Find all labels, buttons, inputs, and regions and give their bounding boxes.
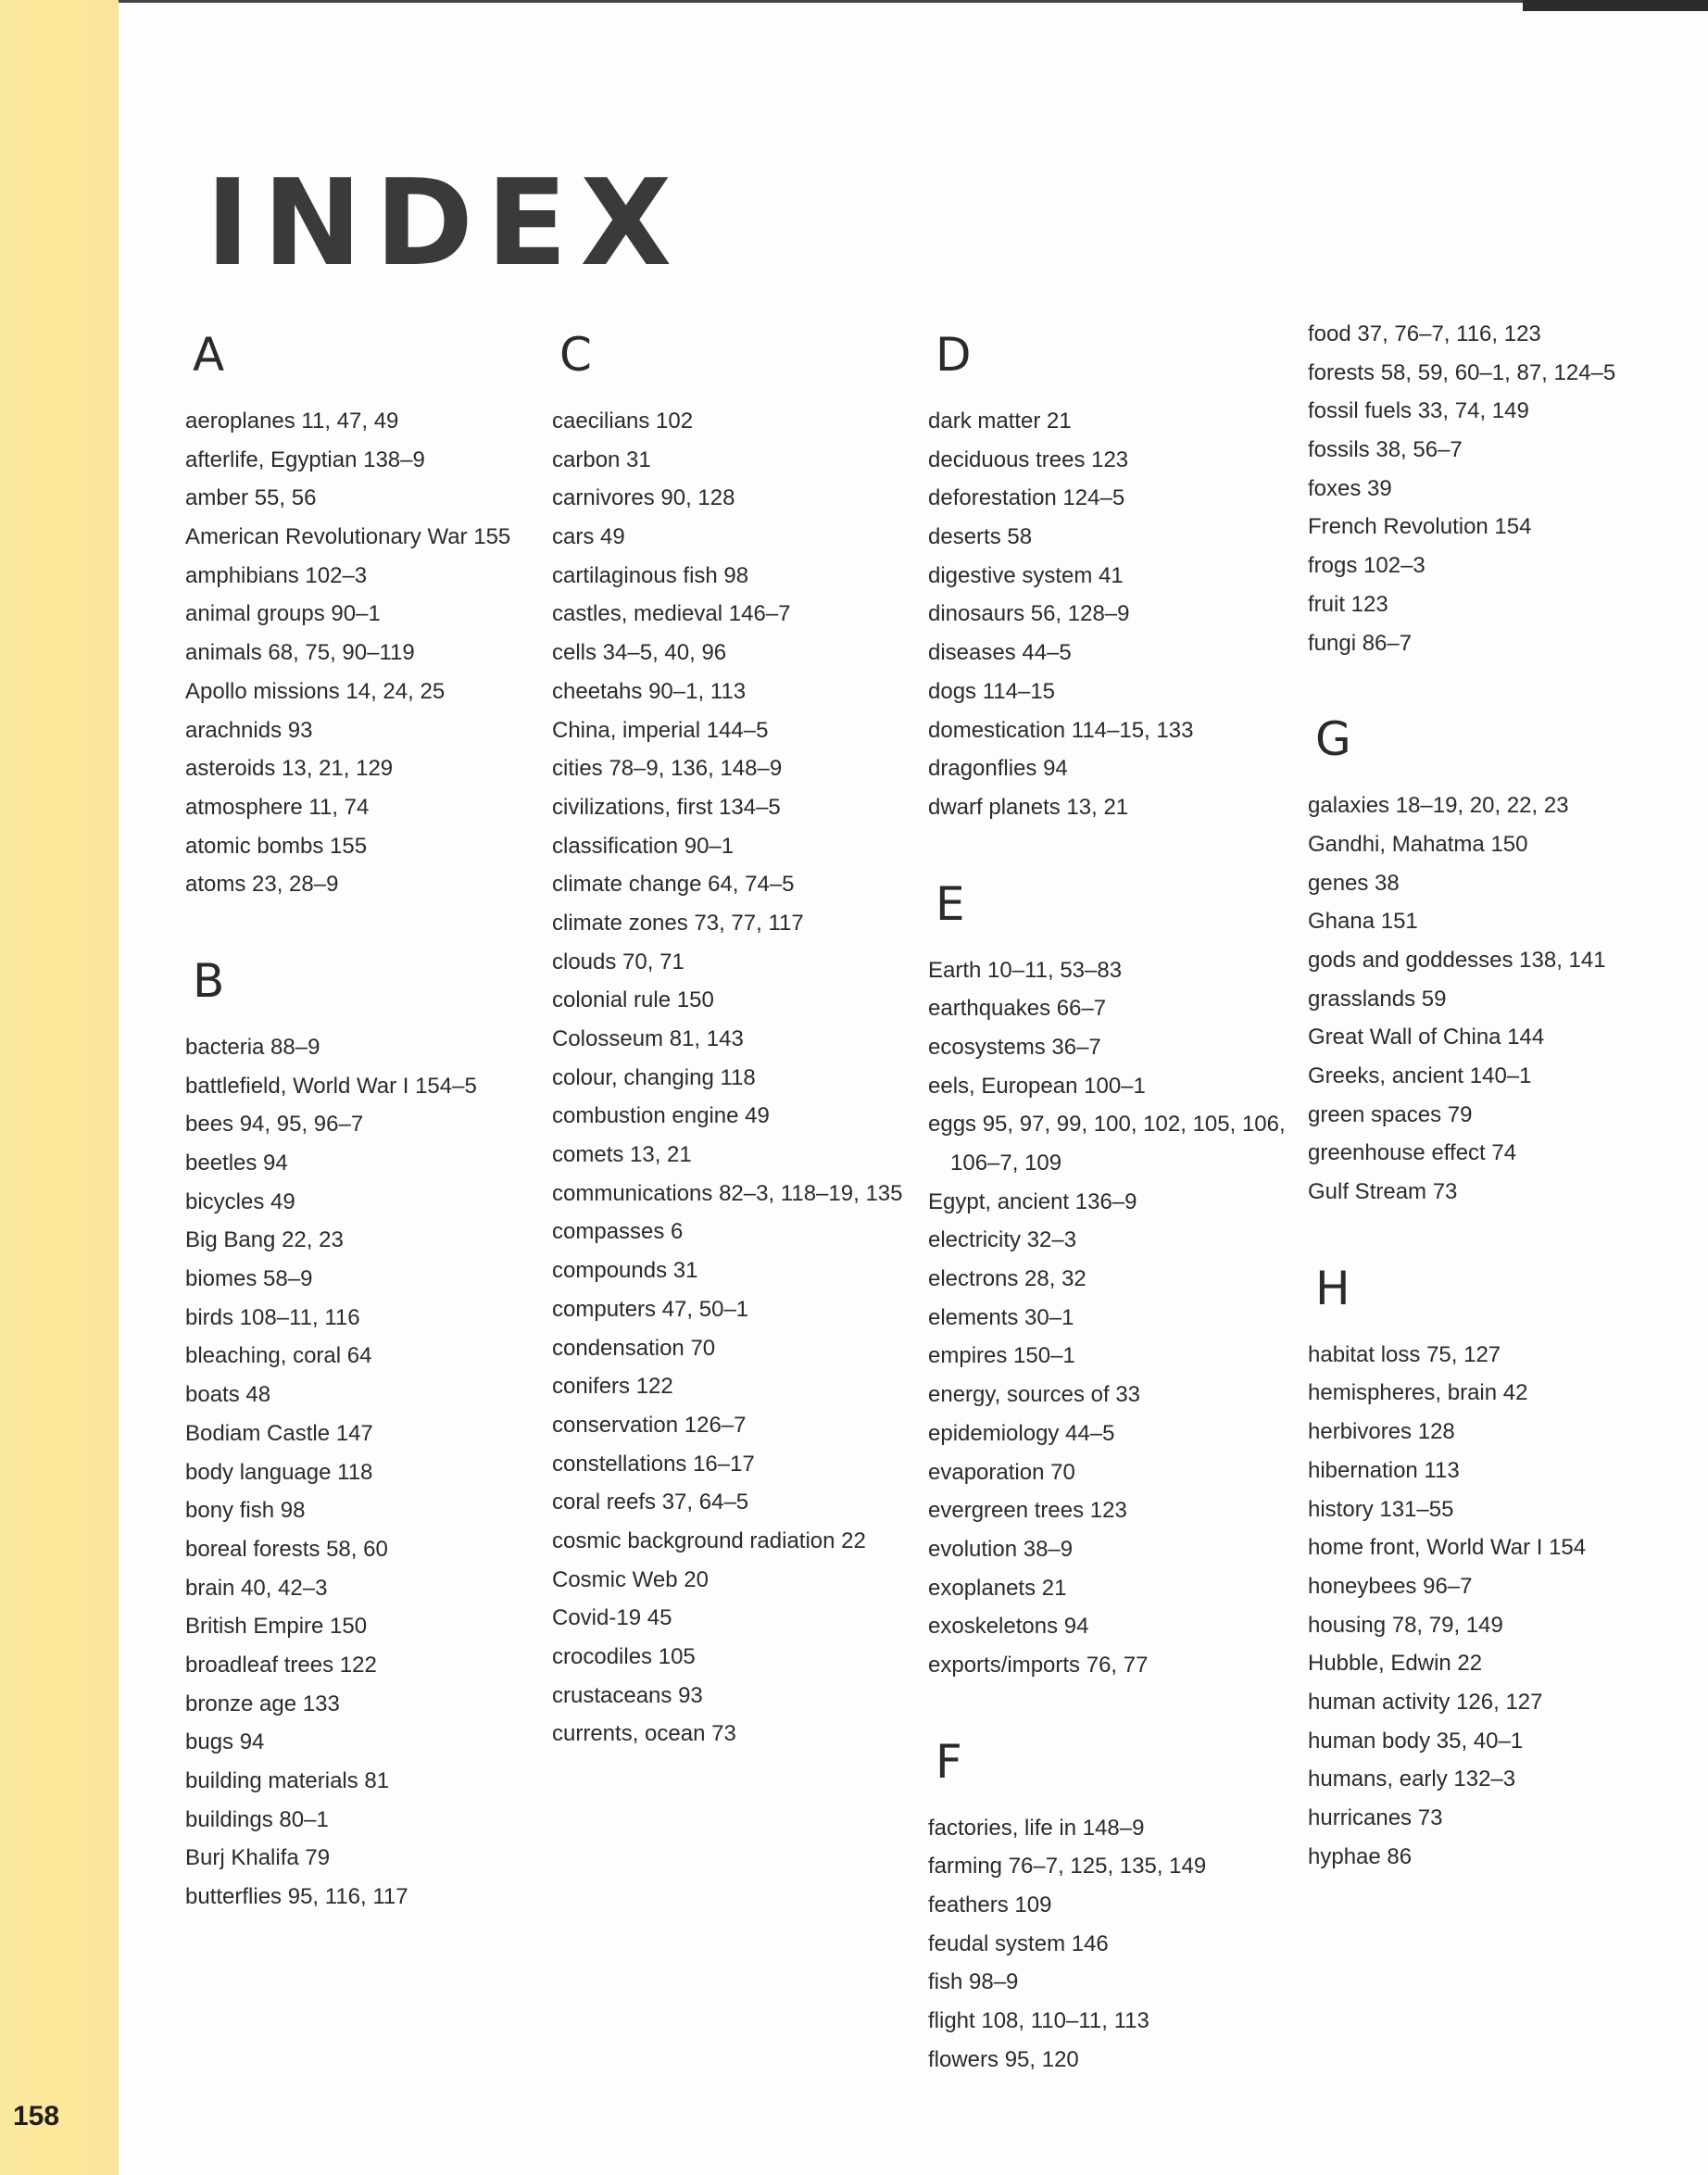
index-column-3 <box>928 315 1289 2079</box>
index-column-2 <box>552 315 913 1754</box>
index-entry: body language 118 <box>185 1459 373 1485</box>
index-section-d <box>928 324 1289 827</box>
index-entry: Colosseum 81, 143 <box>552 1026 744 1051</box>
index-entry: Cosmic Web 20 <box>552 1566 709 1592</box>
index-entry: deserts 58 <box>928 524 1033 550</box>
index-entry: bacteria 88–9 <box>185 1034 320 1060</box>
index-entry: beetles 94 <box>185 1150 288 1176</box>
index-entry: cars 49 <box>552 524 625 550</box>
index-entry: Gandhi, Mahatma 150 <box>1308 831 1528 857</box>
index-entry: hyphae 86 <box>1308 1843 1413 1869</box>
index-entry: feudal system 146 <box>928 1930 1109 1956</box>
index-entry: home front, World War I 154 <box>1308 1535 1587 1561</box>
index-entry: cheetahs 90–1, 113 <box>552 678 747 704</box>
index-entry: deciduous trees 123 <box>928 446 1129 472</box>
index-entry: deforestation 124–5 <box>928 485 1125 511</box>
index-section-g <box>1308 709 1669 1212</box>
index-entry: history 131–55 <box>1308 1496 1454 1522</box>
index-entry: evaporation 70 <box>928 1459 1075 1485</box>
index-entry: fish 98–9 <box>928 1969 1019 1995</box>
index-entry: gods and goddesses 138, 141 <box>1308 947 1606 973</box>
index-entry: crocodiles 105 <box>552 1644 696 1670</box>
index-entry: condensation 70 <box>552 1335 716 1361</box>
index-entry: genes 38 <box>1308 870 1400 896</box>
index-entry: classification 90–1 <box>552 833 735 859</box>
index-entry: communications 82–3, 118–19, 135 <box>552 1180 903 1206</box>
index-entry: habitat loss 75, 127 <box>1308 1341 1501 1367</box>
index-entry: amphibians 102–3 <box>185 562 368 588</box>
index-entry: Greeks, ancient 140–1 <box>1308 1063 1532 1089</box>
index-entry: combustion engine 49 <box>552 1103 770 1129</box>
index-entry: amber 55, 56 <box>185 485 317 511</box>
index-entry: Gulf Stream 73 <box>1308 1179 1458 1205</box>
section-letter-heading: G <box>1315 712 1351 767</box>
index-entry: bleaching, coral 64 <box>185 1343 372 1369</box>
index-entry: atomic bombs 155 <box>185 833 368 859</box>
index-entry: American Revolutionary War 155 <box>185 524 511 550</box>
index-entry: dogs 114–15 <box>928 678 1056 704</box>
index-entry: dragonflies 94 <box>928 756 1068 782</box>
section-letter-heading: H <box>1315 1261 1350 1315</box>
index-entry: compasses 6 <box>552 1219 684 1245</box>
index-entry: bugs 94 <box>185 1729 265 1755</box>
index-entry: fungi 86–7 <box>1308 630 1413 656</box>
index-entry: computers 47, 50–1 <box>552 1296 749 1322</box>
index-section-b <box>185 950 546 1917</box>
index-entry: flight 108, 110–11, 113 <box>928 2008 1149 2034</box>
top-rule <box>119 0 1708 3</box>
index-entry: fruit 123 <box>1308 591 1388 617</box>
index-entry: coral reefs 37, 64–5 <box>552 1490 749 1515</box>
index-entry: frogs 102–3 <box>1308 553 1425 579</box>
index-entry: bony fish 98 <box>185 1498 306 1524</box>
index-entry: cities 78–9, 136, 148–9 <box>552 756 783 782</box>
index-entry: food 37, 76–7, 116, 123 <box>1308 321 1541 346</box>
index-entry: colour, changing 118 <box>552 1064 756 1090</box>
index-entry: crustaceans 93 <box>552 1682 703 1708</box>
index-entry: fossil fuels 33, 74, 149 <box>1308 398 1529 424</box>
index-entry: empires 150–1 <box>928 1343 1075 1369</box>
index-entry: Bodiam Castle 147 <box>185 1420 373 1446</box>
index-entry: human activity 126, 127 <box>1308 1689 1543 1715</box>
index-entry: colonial rule 150 <box>552 987 714 1013</box>
index-entry: fossils 38, 56–7 <box>1308 437 1463 463</box>
index-entry: earthquakes 66–7 <box>928 996 1107 1022</box>
index-entry: Great Wall of China 144 <box>1308 1025 1545 1050</box>
index-entry: energy, sources of 33 <box>928 1382 1141 1408</box>
index-entry: galaxies 18–19, 20, 22, 23 <box>1308 793 1569 819</box>
index-section-a <box>185 324 546 904</box>
index-entry: carbon 31 <box>552 446 651 472</box>
index-entry: hibernation 113 <box>1308 1457 1460 1483</box>
index-entry: Big Bang 22, 23 <box>185 1227 344 1253</box>
index-entry: epidemiology 44–5 <box>928 1420 1115 1446</box>
index-entry: bronze age 133 <box>185 1691 340 1716</box>
index-entry: broadleaf trees 122 <box>185 1652 377 1678</box>
index-section-f <box>928 1731 1289 2080</box>
index-section-e <box>928 874 1289 1685</box>
index-entry: afterlife, Egyptian 138–9 <box>185 446 425 472</box>
index-entry: Hubble, Edwin 22 <box>1308 1651 1483 1677</box>
section-letter-heading: F <box>936 1734 962 1789</box>
index-entry: conservation 126–7 <box>552 1412 747 1438</box>
index-entry: electrons 28, 32 <box>928 1266 1086 1292</box>
index-entry: cartilaginous fish 98 <box>552 562 749 588</box>
index-entry: birds 108–11, 116 <box>185 1304 360 1330</box>
index-entry: housing 78, 79, 149 <box>1308 1612 1503 1638</box>
index-entry: hurricanes 73 <box>1308 1805 1443 1831</box>
index-entry: castles, medieval 146–7 <box>552 601 791 627</box>
index-entry: hemispheres, brain 42 <box>1308 1380 1528 1406</box>
index-entry: French Revolution 154 <box>1308 514 1532 540</box>
index-entry: eels, European 100–1 <box>928 1073 1146 1099</box>
index-entry: carnivores 90, 128 <box>552 485 735 511</box>
index-entry: exoskeletons 94 <box>928 1614 1089 1640</box>
index-entry: human body 35, 40–1 <box>1308 1728 1524 1754</box>
top-corner-mark <box>1523 0 1708 11</box>
index-entry: atmosphere 11, 74 <box>185 794 370 820</box>
index-section-h <box>1308 1258 1669 1877</box>
index-entry: exports/imports 76, 77 <box>928 1652 1149 1678</box>
index-column-4 <box>1308 315 1669 1876</box>
index-entry: dark matter 21 <box>928 409 1072 434</box>
index-entry: herbivores 128 <box>1308 1419 1455 1445</box>
index-entry: Egypt, ancient 136–9 <box>928 1188 1137 1214</box>
index-entry: forests 58, 59, 60–1, 87, 124–5 <box>1308 359 1616 385</box>
index-entry: caecilians 102 <box>552 409 694 434</box>
index-entry: domestication 114–15, 133 <box>928 717 1194 743</box>
index-entry: factories, life in 148–9 <box>928 1815 1145 1841</box>
index-entry: compounds 31 <box>552 1258 698 1284</box>
index-entry: feathers 109 <box>928 1892 1052 1918</box>
index-entry: brain 40, 42–3 <box>185 1575 328 1601</box>
index-entry: evergreen trees 123 <box>928 1498 1127 1524</box>
index-entry: Apollo missions 14, 24, 25 <box>185 678 446 704</box>
index-entry: currents, ocean 73 <box>552 1721 736 1747</box>
index-entry: Earth 10–11, 53–83 <box>928 957 1123 983</box>
index-entry: ecosystems 36–7 <box>928 1034 1101 1060</box>
page-number: 158 <box>13 2101 60 2131</box>
page-margin-strip <box>0 0 119 2175</box>
index-entry: flowers 95, 120 <box>928 2046 1079 2072</box>
index-entry: grasslands 59 <box>1308 986 1447 1012</box>
index-section-continued <box>1308 315 1669 662</box>
index-entry: dinosaurs 56, 128–9 <box>928 601 1130 627</box>
index-entry: boats 48 <box>185 1382 271 1408</box>
index-entry: aeroplanes 11, 47, 49 <box>185 409 399 434</box>
index-entry: electricity 32–3 <box>928 1227 1077 1253</box>
index-entry: digestive system 41 <box>928 562 1124 588</box>
section-letter-heading: B <box>193 953 225 1008</box>
index-entry: Burj Khalifa 79 <box>185 1845 331 1871</box>
index-entry: animals 68, 75, 90–119 <box>185 640 415 666</box>
index-entry: diseases 44–5 <box>928 640 1072 666</box>
index-entry: climate change 64, 74–5 <box>552 872 795 898</box>
index-entry: animal groups 90–1 <box>185 601 381 627</box>
section-letter-heading: A <box>193 328 225 382</box>
index-entry: eggs 95, 97, 99, 100, 102, 105, 106, 106–7, 109 <box>928 1112 1286 1176</box>
section-letter-heading: C <box>559 328 592 382</box>
index-entry: farming 76–7, 125, 135, 149 <box>928 1854 1207 1880</box>
index-entry: honeybees 96–7 <box>1308 1573 1473 1599</box>
index-entry: British Empire 150 <box>185 1614 368 1640</box>
index-entry: exoplanets 21 <box>928 1575 1067 1601</box>
index-entry: elements 30–1 <box>928 1304 1074 1330</box>
index-entry: green spaces 79 <box>1308 1101 1473 1127</box>
index-entry: constellations 16–17 <box>552 1451 755 1477</box>
index-section-c <box>552 324 913 1754</box>
index-entry: Ghana 151 <box>1308 909 1418 935</box>
index-entry: bees 94, 95, 96–7 <box>185 1112 364 1138</box>
section-letter-heading: E <box>936 876 965 931</box>
index-entry: bicycles 49 <box>185 1188 295 1214</box>
index-entry: building materials 81 <box>185 1768 390 1793</box>
index-entry: foxes 39 <box>1308 475 1392 501</box>
index-entry: cosmic background radiation 22 <box>552 1528 866 1553</box>
index-entry: buildings 80–1 <box>185 1806 329 1832</box>
index-entry: clouds 70, 71 <box>552 949 684 974</box>
index-entry: humans, early 132–3 <box>1308 1766 1516 1792</box>
index-entry: greenhouse effect 74 <box>1308 1140 1517 1166</box>
section-letter-heading: D <box>936 328 972 382</box>
index-entry: biomes 58–9 <box>185 1266 313 1292</box>
index-entry: Covid-19 45 <box>552 1605 672 1631</box>
index-entry: atoms 23, 28–9 <box>185 872 339 898</box>
index-entry: comets 13, 21 <box>552 1142 692 1168</box>
index-entry: butterflies 95, 116, 117 <box>185 1884 408 1910</box>
index-entry: cells 34–5, 40, 96 <box>552 640 727 666</box>
index-entry: arachnids 93 <box>185 717 313 743</box>
index-entry: asteroids 13, 21, 129 <box>185 756 394 782</box>
index-entry: dwarf planets 13, 21 <box>928 794 1129 820</box>
index-column-1 <box>185 315 546 1917</box>
index-entry: climate zones 73, 77, 117 <box>552 910 804 936</box>
index-entry: China, imperial 144–5 <box>552 717 769 743</box>
page-title: INDEX <box>206 155 685 293</box>
index-entry: conifers 122 <box>552 1374 673 1400</box>
index-entry: battlefield, World War I 154–5 <box>185 1073 477 1099</box>
index-entry: evolution 38–9 <box>928 1536 1074 1562</box>
index-entry: boreal forests 58, 60 <box>185 1536 388 1562</box>
index-entry: civilizations, first 134–5 <box>552 794 781 820</box>
